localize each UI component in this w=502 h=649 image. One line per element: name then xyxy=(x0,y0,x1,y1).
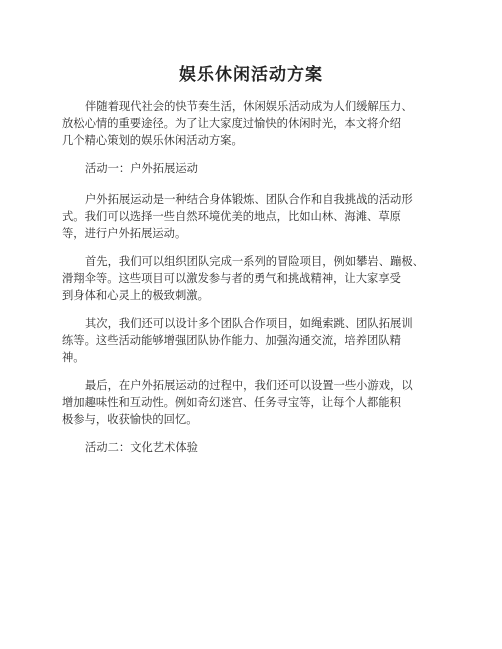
paragraph-adventure xyxy=(62,253,434,304)
document-body xyxy=(62,98,434,470)
text-line: 户外拓展运动是一种结合身体锻炼、团队合作和自我挑战的活动形 xyxy=(85,193,413,206)
text-line: 放松心情的重要途径。为了让大家度过愉快的休闲时光，本文将介绍 xyxy=(62,117,401,130)
text-line: 伴随着现代社会的快节奏生活，休闲娱乐活动成为人们缓解压力、 xyxy=(85,100,413,113)
text-line: 神。 xyxy=(62,351,85,364)
section-heading-activity-1: 活动一：户外拓展运动 xyxy=(85,162,198,175)
text-line: 增加趣味性和互动性。例如奇幻迷宫、任务寻宝等，让每个人都能积 xyxy=(62,396,401,409)
section-heading-activity-2: 活动二：文化艺术体验 xyxy=(85,441,198,454)
text-line: 滑翔伞等。这些项目可以激发参与者的勇气和挑战精神，让大家享受 xyxy=(62,272,401,285)
text-line: 最后，在户外拓展运动的过程中，我们还可以设置一些小游戏，以 xyxy=(85,379,413,392)
paragraph-outdoor-intro xyxy=(62,191,434,242)
page-title: 娱乐休闲活动方案 xyxy=(179,65,323,85)
text-line: 极参与，收获愉快的回忆。 xyxy=(62,413,198,426)
paragraph-teamwork xyxy=(62,315,434,366)
text-line: 到身体和心灵上的极致刺激。 xyxy=(62,289,209,302)
text-line: 几个精心策划的娱乐休闲活动方案。 xyxy=(62,134,243,147)
text-line: 首先，我们可以组织团队完成一系列的冒险项目，例如攀岩、蹦极、 xyxy=(85,255,424,268)
text-line: 式。我们可以选择一些自然环境优美的地点，比如山林、海滩、草原 xyxy=(62,210,401,223)
paragraph-games xyxy=(62,377,434,428)
text-line: 其次，我们还可以设计多个团队合作项目，如绳索跳、团队拓展训 xyxy=(85,317,413,330)
text-line: 等，进行户外拓展运动。 xyxy=(62,227,187,240)
text-line: 练等。这些活动能够增强团队协作能力、加强沟通交流，培养团队精 xyxy=(62,334,401,347)
intro-paragraph xyxy=(62,98,434,149)
